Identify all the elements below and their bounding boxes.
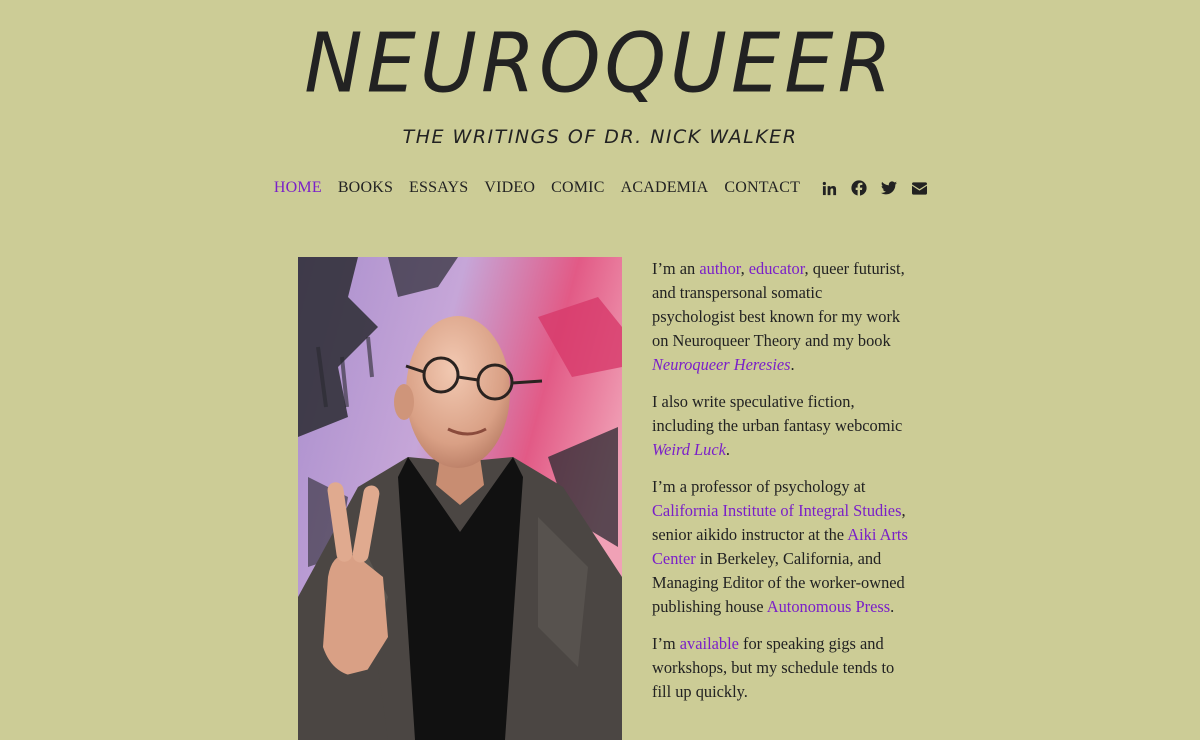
- bio-text-segment: I’m an: [652, 259, 700, 278]
- book-title: Neuroqueer Heresies: [652, 355, 791, 374]
- bio-text-segment: in Berkeley, California, and Managing Editor of the worker-owned publishing house: [652, 549, 905, 616]
- bio-text: [652, 257, 908, 717]
- bio-text-segment: I also write speculative fiction, including the urban fantasy webcomic: [652, 392, 903, 435]
- bio-text-segment: I’m: [652, 634, 680, 653]
- bio-text-segment: for speaking gigs and workshops, but my schedule tends to fill up quickly.: [652, 634, 895, 701]
- linkedin-icon[interactable]: [821, 180, 837, 196]
- nav-essays[interactable]: ESSAYS: [409, 179, 469, 196]
- aiki-arts-center-link[interactable]: Aiki Arts Center: [652, 525, 908, 568]
- comic-title: Weird Luck: [652, 440, 726, 459]
- bio-text-segment: I’m a professor of psychology at: [652, 477, 866, 496]
- envelope-icon[interactable]: [911, 180, 927, 196]
- nav-comic[interactable]: COMIC: [551, 179, 605, 196]
- educator-link[interactable]: educator: [748, 259, 805, 278]
- nav-video[interactable]: VIDEO: [484, 179, 536, 196]
- author-portrait: [298, 257, 622, 740]
- bio-text-segment: , queer futurist, and transpersonal somatic psychologist best known for my work on Neuroqueer Theory and my book: [652, 259, 905, 350]
- site-tagline: THE WRITINGS OF DR. NICK WALKER: [402, 126, 798, 148]
- bio-paragraph: [652, 257, 908, 377]
- facebook-icon[interactable]: [851, 180, 867, 196]
- twitter-icon[interactable]: [881, 180, 897, 196]
- bio-paragraph: [652, 390, 908, 462]
- neuroqueer-heresies-link[interactable]: [652, 355, 791, 374]
- social-links: [814, 180, 934, 196]
- available-link[interactable]: available: [679, 634, 739, 653]
- bio-paragraph: [652, 632, 908, 704]
- bio-text-segment: .: [725, 440, 731, 459]
- bio-text-segment: ,: [740, 259, 749, 278]
- weird-luck-link[interactable]: [652, 440, 726, 459]
- bio-text-segment: , senior aikido instructor at the: [652, 501, 906, 544]
- bio-text-segment: .: [790, 355, 795, 374]
- autonomous-press-link[interactable]: Autonomous Press: [766, 597, 891, 616]
- bio-paragraph: [652, 475, 908, 619]
- site-title[interactable]: NEUROQUEER: [304, 16, 896, 112]
- bio-text-segment: .: [890, 597, 895, 616]
- ciis-link[interactable]: California Institute of Integral Studies: [652, 501, 902, 520]
- main-navigation: [0, 176, 1200, 200]
- author-link[interactable]: author: [699, 259, 741, 278]
- nav-academia[interactable]: ACADEMIA: [620, 179, 709, 196]
- nav-books[interactable]: BOOKS: [337, 179, 394, 196]
- nav-home[interactable]: HOME: [273, 179, 322, 196]
- nav-contact[interactable]: CONTACT: [724, 179, 801, 196]
